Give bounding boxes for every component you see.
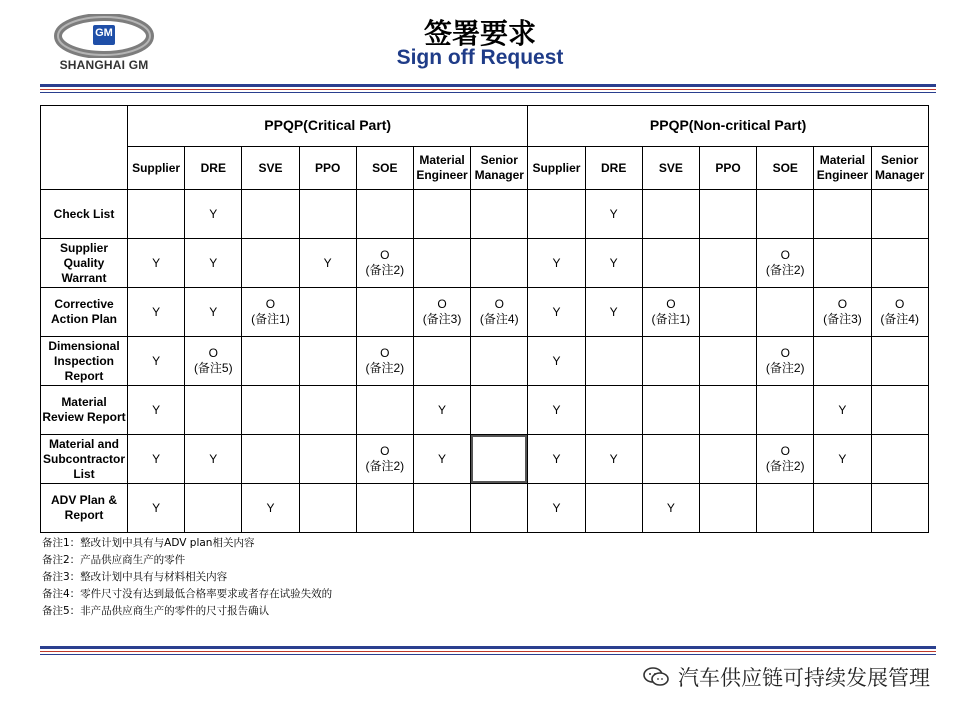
table-cell: Y: [128, 288, 185, 337]
table-row: [41, 484, 929, 533]
table-cell: Y: [585, 239, 642, 288]
table-cell: [642, 190, 699, 239]
table-body: [41, 190, 929, 533]
table-cell: Y: [814, 435, 871, 484]
row-header: Corrective Action Plan: [41, 288, 128, 337]
table-row: [41, 386, 929, 435]
table-cell: Y: [528, 337, 585, 386]
table-cell: [699, 337, 756, 386]
table-cell: [757, 386, 814, 435]
table-cell: [814, 337, 871, 386]
row-header: Supplier Quality Warrant: [41, 239, 128, 288]
table-cell: [299, 484, 356, 533]
table-cell: O (备注2): [757, 239, 814, 288]
table-cell: Y: [585, 288, 642, 337]
group-header-row: [41, 106, 929, 147]
table-cell: [871, 239, 928, 288]
table-row: [41, 239, 929, 288]
watermark: [642, 662, 930, 692]
table-cell: Y: [528, 386, 585, 435]
table-cell: [128, 190, 185, 239]
table-cell: Y: [242, 484, 299, 533]
table-cell: [699, 386, 756, 435]
table-cell: [871, 386, 928, 435]
signoff-matrix-table: [40, 105, 929, 533]
corner-cell: [41, 106, 128, 190]
table-cell: Y: [528, 484, 585, 533]
table-cell: [528, 190, 585, 239]
table-cell: [585, 484, 642, 533]
table-row: [41, 190, 929, 239]
footnote-item: 备注2：产品供应商生产的零件: [42, 554, 186, 566]
table-cell: [356, 484, 413, 533]
table-cell: [471, 386, 528, 435]
table-cell: Y: [642, 484, 699, 533]
table-cell: [871, 337, 928, 386]
table-cell: Y: [814, 386, 871, 435]
row-header: Dimensional Inspection Report: [41, 337, 128, 386]
table-cell: [757, 190, 814, 239]
wechat-icon: [642, 665, 670, 689]
table-cell: [757, 288, 814, 337]
table-cell: Y: [128, 386, 185, 435]
column-header: DRE: [185, 147, 242, 190]
table-row: [41, 435, 929, 484]
table-cell: Y: [128, 239, 185, 288]
table-cell: Y: [185, 288, 242, 337]
table-cell: O (备注4): [871, 288, 928, 337]
table-cell: Y: [128, 435, 185, 484]
row-header: Material and Subcontractor List: [41, 435, 128, 484]
footnote-item: 备注4：零件尺寸没有达到最低合格率要求或者存在试验失效的: [42, 588, 333, 600]
table-cell: O (备注1): [642, 288, 699, 337]
table-cell: [471, 239, 528, 288]
table-cell: Y: [299, 239, 356, 288]
table-row: [41, 288, 929, 337]
table-cell: [413, 190, 470, 239]
table-cell: [299, 337, 356, 386]
table-cell: [242, 435, 299, 484]
table-cell: [642, 239, 699, 288]
column-header: SVE: [642, 147, 699, 190]
footnote-item: 备注3：整改计划中具有与材料相关内容: [42, 571, 228, 583]
table-cell: [356, 386, 413, 435]
table-cell: [814, 190, 871, 239]
column-header-row: [41, 147, 929, 190]
column-header: SVE: [242, 147, 299, 190]
footnotes: [42, 535, 332, 620]
table-cell: [299, 435, 356, 484]
table-cell: [814, 484, 871, 533]
table-cell: Y: [585, 190, 642, 239]
table-cell: [299, 190, 356, 239]
column-header: PPO: [299, 147, 356, 190]
table-cell: [699, 435, 756, 484]
watermark-text: 汽车供应链可持续发展管理: [678, 666, 930, 690]
table-cell: [185, 386, 242, 435]
page-title-cn: 签署要求: [423, 17, 536, 50]
table-cell: [299, 288, 356, 337]
table-cell: [699, 239, 756, 288]
column-header: Supplier: [528, 147, 585, 190]
table-cell: [356, 288, 413, 337]
column-header: DRE: [585, 147, 642, 190]
table-cell: [871, 435, 928, 484]
table-cell: [471, 484, 528, 533]
table-cell: Y: [413, 386, 470, 435]
table-cell: [871, 484, 928, 533]
footnote-item: 备注1：整改计划中具有与ADV plan相关内容: [42, 537, 255, 549]
table-cell: O (备注2): [757, 435, 814, 484]
table-cell: O (备注2): [356, 435, 413, 484]
row-header: Material Review Report: [41, 386, 128, 435]
column-header: Supplier: [128, 147, 185, 190]
table-cell: [585, 337, 642, 386]
table-cell: [699, 288, 756, 337]
table-cell: O (备注2): [757, 337, 814, 386]
table-cell: O (备注3): [814, 288, 871, 337]
logo-text: SHANGHAI GM: [59, 58, 149, 72]
table-cell: [814, 239, 871, 288]
page-title-en: Sign off Request: [396, 46, 564, 69]
table-cell: Y: [185, 190, 242, 239]
header-divider: [40, 84, 936, 93]
footnote-item: 备注5：非产品供应商生产的零件的尺寸报告确认: [42, 605, 270, 617]
table-cell: O (备注3): [413, 288, 470, 337]
row-header: ADV Plan & Report: [41, 484, 128, 533]
table-cell: Y: [128, 337, 185, 386]
table-cell: Y: [185, 239, 242, 288]
column-header: Material Engineer: [413, 147, 470, 190]
table-cell: [871, 190, 928, 239]
column-header: Material Engineer: [814, 147, 871, 190]
column-header: PPO: [699, 147, 756, 190]
table-cell: [242, 190, 299, 239]
column-header: Senior Manager: [871, 147, 928, 190]
footer-divider: [40, 646, 936, 655]
table-cell: [471, 337, 528, 386]
table-cell: [585, 386, 642, 435]
column-header: SOE: [356, 147, 413, 190]
table-cell: [242, 386, 299, 435]
table-cell: Y: [128, 484, 185, 533]
table-cell: [642, 337, 699, 386]
table-cell: O (备注2): [356, 239, 413, 288]
table-cell: Y: [528, 435, 585, 484]
table-cell: [299, 386, 356, 435]
table-cell: [757, 484, 814, 533]
table-cell: [413, 337, 470, 386]
table-cell: [471, 190, 528, 239]
group-header-noncritical: PPQP(Non-critical Part): [528, 106, 928, 147]
column-header: SOE: [757, 147, 814, 190]
group-header-critical: PPQP(Critical Part): [128, 106, 528, 147]
table-row: [41, 337, 929, 386]
table-cell: [642, 386, 699, 435]
table-cell: [471, 435, 528, 484]
column-header: Senior Manager: [471, 147, 528, 190]
table-cell: [699, 484, 756, 533]
table-cell: O (备注2): [356, 337, 413, 386]
table-cell: [356, 190, 413, 239]
table-cell: Y: [528, 288, 585, 337]
table-cell: [242, 337, 299, 386]
table-cell: [699, 190, 756, 239]
table-cell: Y: [185, 435, 242, 484]
table-cell: Y: [528, 239, 585, 288]
table-cell: [413, 484, 470, 533]
table-cell: O (备注1): [242, 288, 299, 337]
table-cell: Y: [413, 435, 470, 484]
row-header: Check List: [41, 190, 128, 239]
table-cell: O (备注5): [185, 337, 242, 386]
table-cell: [642, 435, 699, 484]
gm-badge-text: GM: [95, 27, 113, 39]
table-cell: O (备注4): [471, 288, 528, 337]
table-cell: [413, 239, 470, 288]
table-cell: Y: [585, 435, 642, 484]
table-cell: [242, 239, 299, 288]
table-cell: [185, 484, 242, 533]
